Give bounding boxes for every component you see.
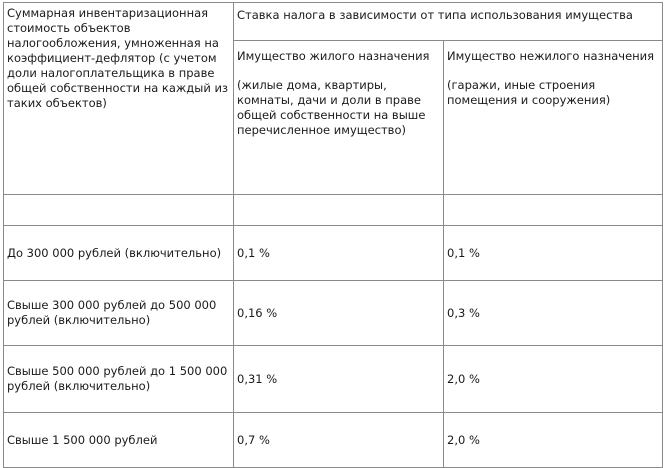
header-cell-residential (234, 41, 444, 195)
residential-rate: 0,16 % (237, 305, 278, 320)
header-rate-group-text: Ставка налога в зависимости от типа использования имущества (237, 8, 633, 22)
nonresidential-subtitle: (гаражи, иные строения помещения и сооружения) (447, 78, 611, 107)
residential-rate-cell (234, 281, 444, 346)
nonresidential-rate-cell (444, 346, 663, 413)
residential-rate-cell (234, 346, 444, 413)
residential-title: Имущество жилого назначения (237, 49, 430, 63)
nonresidential-title: Имущество нежилого назначения (447, 49, 655, 63)
range-text: Свыше 300 000 рублей до 500 000 рублей (включительно) (7, 298, 217, 327)
table-row (4, 226, 663, 281)
residential-subtitle: (жилые дома, квартиры, комнаты, дачи и доли в праве общей собственности на выше перечисленное имущество) (237, 78, 426, 137)
range-text: До 300 000 рублей (включительно) (7, 245, 222, 260)
header-cell-rate-group (234, 3, 663, 41)
header-row (4, 3, 663, 41)
tax-rate-table (3, 2, 663, 468)
range-text: Свыше 1 500 000 рублей (7, 432, 158, 447)
empty-cell (234, 195, 444, 226)
nonresidential-rate: 0,3 % (447, 305, 480, 320)
empty-cell (444, 195, 663, 226)
header-cell-nonresidential (444, 41, 663, 195)
range-cell (4, 346, 234, 413)
range-cell (4, 413, 234, 468)
nonresidential-rate-cell (444, 413, 663, 468)
table-row (4, 346, 663, 413)
range-text: Свыше 500 000 рублей до 1 500 000 рублей (включительно) (7, 364, 228, 393)
nonresidential-rate: 2,0 % (447, 371, 480, 386)
nonresidential-rate: 0,1 % (447, 245, 480, 260)
header-cell-value (4, 3, 234, 195)
nonresidential-rate-cell (444, 226, 663, 281)
residential-rate: 0,1 % (237, 245, 270, 260)
header-value-text: Суммарная инвентаризационная стоимость объектов налогообложения, умноженная на коэффициент-дефлятор (с учетом доли налогоплательщика в праве общей собственности на каждый из таких объектов) (7, 6, 229, 110)
nonresidential-rate-cell (444, 281, 663, 346)
nonresidential-rate: 2,0 % (447, 432, 480, 447)
empty-cell (4, 195, 234, 226)
table-row (4, 281, 663, 346)
residential-rate: 0,31 % (237, 371, 278, 386)
range-cell (4, 226, 234, 281)
table-row (4, 413, 663, 468)
residential-rate-cell (234, 413, 444, 468)
range-cell (4, 281, 234, 346)
residential-rate: 0,7 % (237, 432, 270, 447)
empty-row (4, 195, 663, 226)
residential-rate-cell (234, 226, 444, 281)
